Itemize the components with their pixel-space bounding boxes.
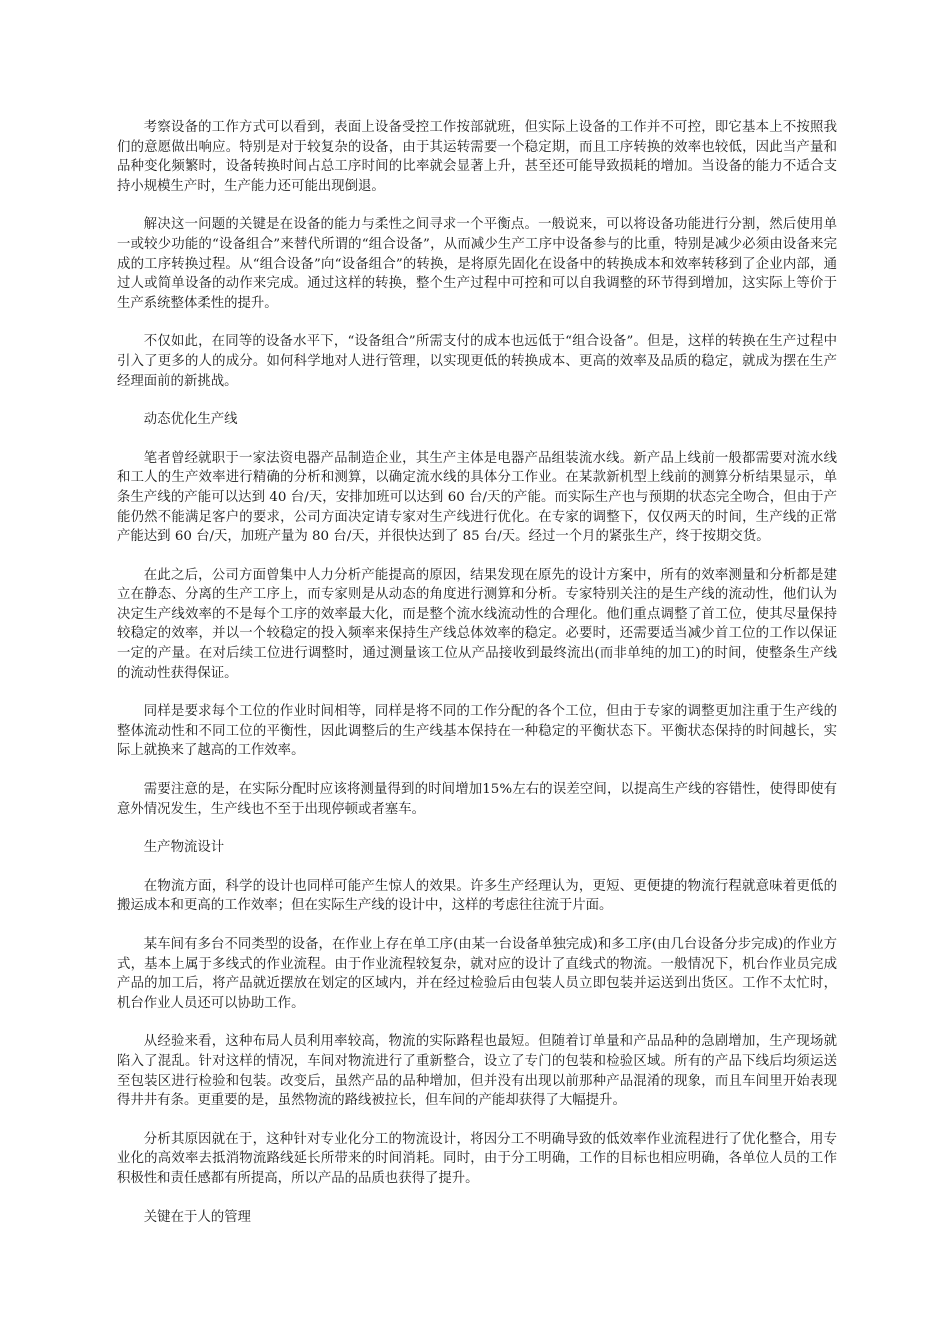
paragraph: 笔者曾经就职于一家法资电器产品制造企业，其生产主体是电器产品组装流水线。新产品上线前一般都需要对流水线和工人的生产效率进行精确的分析和测算，以确定流水线的具体分工作业。在某款新机型上线前的测算分析结果显示，单条生产线的产能可以达到 40 台/天，安排加班可以达到 60 台/天的产能。而实际生产也与预期的状态完全吻合，但由于产能仍然不能满足客户的要求，公司方面决定请专家对生产线进行优化。在专家的调整下，仅仅两天的时间，生产线的正常产能达到 60 台/天，加班产量为 80 台/天，并很快达到了 85 台/天。经过一个月的紧张生产，终于按期交货。: [117, 450, 837, 545]
section-heading: 生产物流设计: [143, 840, 225, 856]
paragraph: 某车间有多台不同类型的设备，在作业上存在单工序(由某一台设备单独完成)和多工序(由几台设备分步完成)的作业方式，基本上属于多线式的作业流程。由于作业流程较复杂，就对应的设计了直线式的物流。一般情况下，机台作业员完成产品的加工后，将产品就近摆放在划定的区域内，并在经过检验后由包装人员立即包装并运送到出货区。工作不太忙时，机台作业人员还可以协助工作。: [117, 937, 837, 1011]
paragraph: 解决这一问题的关键是在设备的能力与柔性之间寻求一个平衡点。一般说来，可以将设备功能进行分割，然后使用单一或较少功能的“设备组合”来替代所谓的“组合设备”，从而减少生产工序中设备参与的比重，特别是减少必须由设备来完成的工序转换过程。从“组合设备”向“设备组合”的转换，是将原先固化在设备中的转换成本和效率转移到了企业内部，通过人或简单设备的动作来完成。通过这样的转换，整个生产过程中可控和可以自我调整的环节得到增加，这实际上等价于生产系统整体柔性的提升。: [117, 217, 837, 311]
section-heading: 动态优化生产线: [143, 412, 238, 428]
document-body: [117, 118, 837, 1246]
paragraph: 不仅如此，在同等的设备水平下，“设备组合”所需支付的成本也远低于“组合设备”。但是，这样的转换在生产过程中引入了更多的人的成分。如何科学地对人进行管理，以实现更低的转换成本、更高的效率及品质的稳定，就成为摆在生产经理面前的新挑战。: [117, 334, 837, 389]
paragraph: 在此之后，公司方面曾集中人力分析产能提高的原因，结果发现在原先的设计方案中，所有的效率测量和分析都是建立在静态、分离的生产工序上，而专家则是从动态的角度进行测算和分析。专家特别关注的是生产线的流动性，他们认为决定生产线效率的不是每个工序的效率最大化，而是整个流水线流动性的合理化。他们重点调整了首工位，使其尽量保持较稳定的效率，并以一个较稳定的投入频率来保持生产线总体效率的稳定。必要时，还需要适当减少首工位的工作以保证一定的产量。在对后续工位进行调整时，通过测量该工位从产品接收到最终流出(而非单纯的加工)的时间，使整条生产线的流动性获得保证。: [117, 567, 837, 681]
paragraph: 需要注意的是，在实际分配时应该将测量得到的时间增加15%左右的误差空间，以提高生产线的容错性，使得即使有意外情况发生，生产线也不至于出现停顿或者塞车。: [117, 782, 837, 817]
paragraph: 同样是要求每个工位的作业时间相等，同样是将不同的工作分配的各个工位，但由于专家的调整更加注重于生产线的整体流动性和不同工位的平衡性，因此调整后的生产线基本保持在一种稳定的平衡状态下。平衡状态保持的时间越长，实际上就换来了越高的工作效率。: [117, 704, 837, 759]
paragraph: 在物流方面，科学的设计也同样可能产生惊人的效果。许多生产经理认为，更短、更便捷的物流行程就意味着更低的搬运成本和更高的工作效率；但在实际生产线的设计中，这样的考虑往往流于片面。: [117, 878, 837, 914]
paragraph: 从经验来看，这种布局人员利用率较高，物流的实际路程也最短。但随着订单量和产品品种的急剧增加，生产现场就陷入了混乱。针对这样的情况，车间对物流进行了重新整合，设立了专门的包装和检验区域。所有的产品下线后均须运送至包装区进行检验和包装。改变后，虽然产品的品种增加，但并没有出现以前那种产品混淆的现象，而且车间里开始表现得井井有条。更重要的是，虽然物流的路线被拉长，但车间的产能却获得了大幅提升。: [117, 1034, 837, 1109]
section-heading: 关键在于人的管理: [143, 1209, 251, 1225]
paragraph: 考察设备的工作方式可以看到，表面上设备受控工作按部就班，但实际上设备的工作并不可控，即它基本上不按照我们的意愿做出响应。特别是对于较复杂的设备，由于其运转需要一个稳定期，而且工序转换的效率也较低，因此当产量和品种变化频繁时，设备转换时间占总工序时间的比率就会显著上升，甚至还可能导致损耗的增加。当设备的能力不适合支持小规模生产时，生产能力还可能出现倒退。: [117, 120, 837, 194]
paragraph: 分析其原因就在于，这种针对专业化分工的物流设计，将因分工不明确导致的低效率作业流程进行了优化整合，用专业化的高效率去抵消物流路线延长所带来的时间消耗。同时，由于分工明确，工作的目标也相应明确，各单位人员的工作积极性和责任感都有所提高，所以产品的品质也获得了提升。: [117, 1131, 837, 1186]
